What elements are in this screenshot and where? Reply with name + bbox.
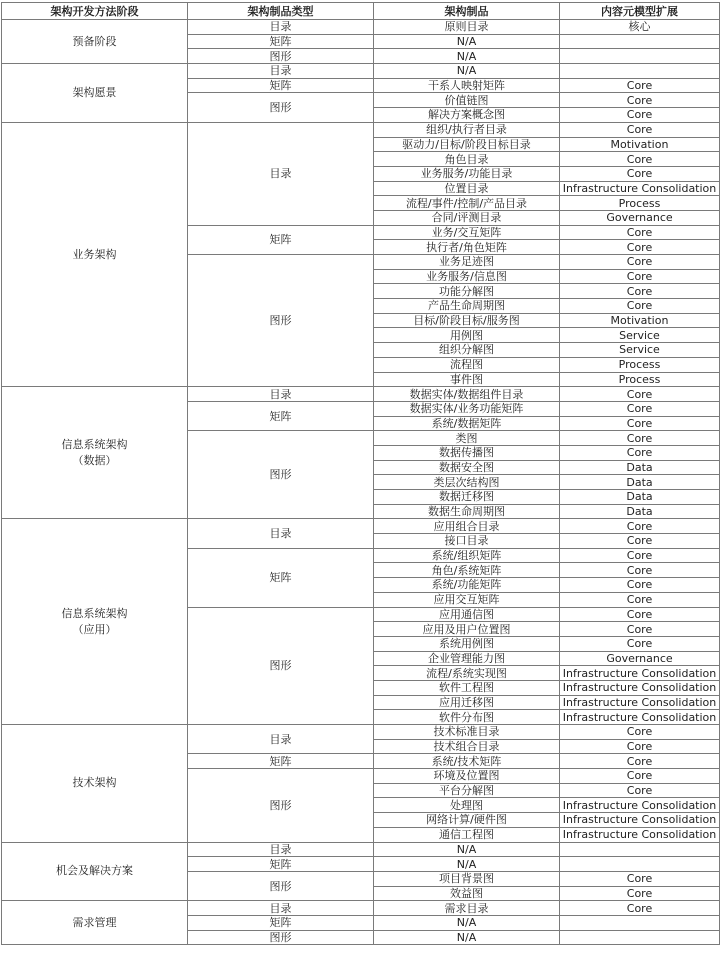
- metamodel-extension-cell: Infrastructure Consolidation: [560, 710, 720, 725]
- metamodel-extension-cell: Motivation: [560, 137, 720, 152]
- header-artifact-type: 架构制品类型: [188, 3, 374, 20]
- artifact-cell: 合同/评测目录: [374, 210, 560, 225]
- artifact-cell: 应用迁移图: [374, 695, 560, 710]
- phase-name: 机会及解决方案: [56, 864, 133, 878]
- metamodel-extension-cell: Core: [560, 108, 720, 123]
- metamodel-extension-cell: Core: [560, 886, 720, 901]
- artifact-type-cell: 图形: [188, 255, 374, 387]
- table-row: [2, 122, 720, 137]
- metamodel-extension-cell: Core: [560, 769, 720, 784]
- artifact-type-cell: 目录: [188, 387, 374, 402]
- metamodel-extension-cell: Process: [560, 196, 720, 211]
- artifact-cell: 产品生命周期图: [374, 299, 560, 314]
- artifact-type-cell: 矩阵: [188, 754, 374, 769]
- artifact-cell: 应用交互矩阵: [374, 592, 560, 607]
- metamodel-extension-cell: Core: [560, 225, 720, 240]
- table-row: [2, 842, 720, 857]
- phase-name: （数据）: [72, 453, 117, 467]
- artifact-cell: 网络计算/硬件图: [374, 813, 560, 828]
- artifact-cell: 用例图: [374, 328, 560, 343]
- artifact-cell: N/A: [374, 64, 560, 79]
- artifact-cell: 类层次结构图: [374, 475, 560, 490]
- artifact-cell: 通信工程图: [374, 827, 560, 842]
- metamodel-extension-cell: [560, 842, 720, 857]
- artifact-type-cell: 目录: [188, 20, 374, 35]
- artifact-cell: 技术组合目录: [374, 739, 560, 754]
- header-metamodel-extension: 内容元模型扩展: [560, 3, 720, 20]
- metamodel-extension-cell: Core: [560, 622, 720, 637]
- artifact-cell: N/A: [374, 915, 560, 930]
- artifact-cell: 数据实体/业务功能矩阵: [374, 401, 560, 416]
- metamodel-extension-cell: Data: [560, 460, 720, 475]
- artifact-type-cell: 图形: [188, 607, 374, 725]
- artifact-type-cell: 图形: [188, 93, 374, 122]
- artifact-cell: N/A: [374, 34, 560, 49]
- artifact-cell: 数据实体/数据组件目录: [374, 387, 560, 402]
- artifact-cell: 应用通信图: [374, 607, 560, 622]
- artifact-cell: 解决方案概念图: [374, 108, 560, 123]
- table-row: [2, 64, 720, 79]
- metamodel-extension-cell: Service: [560, 328, 720, 343]
- metamodel-extension-cell: Data: [560, 504, 720, 519]
- artifact-cell: 企业管理能力图: [374, 651, 560, 666]
- metamodel-extension-cell: Process: [560, 357, 720, 372]
- table-row: [2, 387, 720, 402]
- artifact-type-cell: 矩阵: [188, 915, 374, 930]
- artifact-cell: 干系人映射矩阵: [374, 78, 560, 93]
- metamodel-extension-cell: Core: [560, 416, 720, 431]
- metamodel-extension-cell: Data: [560, 475, 720, 490]
- artifact-type-cell: 图形: [188, 871, 374, 900]
- phase-cell: [2, 519, 188, 725]
- artifact-type-cell: 目录: [188, 842, 374, 857]
- metamodel-extension-cell: Core: [560, 166, 720, 181]
- artifact-cell: 组织分解图: [374, 343, 560, 358]
- metamodel-extension-cell: [560, 34, 720, 49]
- phase-cell: [2, 64, 188, 123]
- metamodel-extension-cell: Data: [560, 490, 720, 505]
- metamodel-extension-cell: Core: [560, 636, 720, 651]
- artifact-cell: 软件工程图: [374, 680, 560, 695]
- table-row: [2, 20, 720, 35]
- phase-name: 预备阶段: [72, 34, 117, 48]
- artifact-type-cell: 矩阵: [188, 34, 374, 49]
- metamodel-extension-cell: Core: [560, 519, 720, 534]
- artifact-cell: 环境及位置图: [374, 769, 560, 784]
- artifact-type-cell: 目录: [188, 64, 374, 79]
- metamodel-extension-cell: Core: [560, 299, 720, 314]
- artifact-type-cell: 图形: [188, 49, 374, 64]
- artifact-type-cell: 目录: [188, 725, 374, 754]
- phase-name: 需求管理: [72, 915, 117, 929]
- artifact-type-cell: 图形: [188, 930, 374, 945]
- metamodel-extension-cell: Core: [560, 401, 720, 416]
- metamodel-extension-cell: Core: [560, 871, 720, 886]
- metamodel-extension-cell: Governance: [560, 210, 720, 225]
- artifact-cell: N/A: [374, 49, 560, 64]
- metamodel-extension-cell: Core: [560, 152, 720, 167]
- artifact-cell: 数据安全图: [374, 460, 560, 475]
- metamodel-extension-cell: Core: [560, 445, 720, 460]
- artifact-table: [1, 2, 720, 945]
- artifact-type-cell: 矩阵: [188, 225, 374, 254]
- artifact-type-cell: 矩阵: [188, 78, 374, 93]
- artifact-cell: N/A: [374, 842, 560, 857]
- metamodel-extension-cell: Core: [560, 739, 720, 754]
- metamodel-extension-cell: Core: [560, 240, 720, 255]
- phase-cell: [2, 122, 188, 386]
- metamodel-extension-cell: Core: [560, 563, 720, 578]
- artifact-type-cell: 目录: [188, 519, 374, 548]
- metamodel-extension-cell: [560, 64, 720, 79]
- artifact-cell: 业务服务/信息图: [374, 269, 560, 284]
- table-row: [2, 725, 720, 740]
- header-artifact: 架构制品: [374, 3, 560, 20]
- phase-name: 业务架构: [72, 247, 117, 261]
- phase-cell: [2, 20, 188, 64]
- artifact-type-cell: 矩阵: [188, 548, 374, 607]
- header-row: [2, 3, 720, 20]
- artifact-cell: 流程/事件/控制/产品目录: [374, 196, 560, 211]
- metamodel-extension-cell: Core: [560, 387, 720, 402]
- phase-cell: [2, 901, 188, 945]
- artifact-cell: 系统/组织矩阵: [374, 548, 560, 563]
- artifact-cell: 软件分布图: [374, 710, 560, 725]
- artifact-cell: 效益图: [374, 886, 560, 901]
- metamodel-extension-cell: Core: [560, 754, 720, 769]
- metamodel-extension-cell: Core: [560, 122, 720, 137]
- artifact-cell: 组织/执行者目录: [374, 122, 560, 137]
- artifact-cell: 平台分解图: [374, 783, 560, 798]
- phase-cell: [2, 387, 188, 519]
- artifact-cell: 业务服务/功能目录: [374, 166, 560, 181]
- artifact-cell: 应用及用户位置图: [374, 622, 560, 637]
- artifact-type-cell: 矩阵: [188, 857, 374, 872]
- artifact-cell: 业务足迹图: [374, 255, 560, 270]
- artifact-cell: 数据迁移图: [374, 490, 560, 505]
- artifact-cell: 处理图: [374, 798, 560, 813]
- table-row: [2, 519, 720, 534]
- metamodel-extension-cell: Infrastructure Consolidation: [560, 181, 720, 196]
- phase-name: 技术架构: [72, 776, 117, 790]
- metamodel-extension-cell: Core: [560, 783, 720, 798]
- artifact-cell: 业务/交互矩阵: [374, 225, 560, 240]
- metamodel-extension-cell: Infrastructure Consolidation: [560, 813, 720, 828]
- artifact-cell: 需求目录: [374, 901, 560, 916]
- artifact-cell: 数据生命周期图: [374, 504, 560, 519]
- artifact-cell: 事件图: [374, 372, 560, 387]
- artifact-cell: 功能分解图: [374, 284, 560, 299]
- artifact-cell: 角色目录: [374, 152, 560, 167]
- table-body: [2, 20, 720, 945]
- metamodel-extension-cell: Core: [560, 284, 720, 299]
- artifact-cell: 类图: [374, 431, 560, 446]
- artifact-cell: 技术标准目录: [374, 725, 560, 740]
- artifact-cell: 系统用例图: [374, 636, 560, 651]
- metamodel-extension-cell: Core: [560, 592, 720, 607]
- metamodel-extension-cell: Process: [560, 372, 720, 387]
- artifact-cell: N/A: [374, 857, 560, 872]
- metamodel-extension-cell: [560, 49, 720, 64]
- phase-cell: [2, 725, 188, 843]
- metamodel-extension-cell: Infrastructure Consolidation: [560, 666, 720, 681]
- metamodel-extension-cell: Infrastructure Consolidation: [560, 827, 720, 842]
- phase-name: 架构愿景: [72, 85, 117, 99]
- metamodel-extension-cell: Core: [560, 93, 720, 108]
- metamodel-extension-cell: [560, 915, 720, 930]
- artifact-cell: N/A: [374, 930, 560, 945]
- artifact-cell: 目标/阶段目标/服务图: [374, 313, 560, 328]
- metamodel-extension-cell: [560, 857, 720, 872]
- artifact-type-cell: 目录: [188, 901, 374, 916]
- phase-name: 信息系统架构: [61, 437, 128, 451]
- artifact-cell: 驱动力/目标/阶段目标目录: [374, 137, 560, 152]
- artifact-cell: 原则目录: [374, 20, 560, 35]
- metamodel-extension-cell: Core: [560, 255, 720, 270]
- artifact-cell: 价值链图: [374, 93, 560, 108]
- phase-name: 信息系统架构: [61, 606, 128, 620]
- artifact-cell: 执行者/角色矩阵: [374, 240, 560, 255]
- artifact-cell: 流程/系统实现图: [374, 666, 560, 681]
- artifact-cell: 流程图: [374, 357, 560, 372]
- artifact-cell: 数据传播图: [374, 445, 560, 460]
- metamodel-extension-cell: Core: [560, 431, 720, 446]
- metamodel-extension-cell: Core: [560, 607, 720, 622]
- artifact-cell: 系统/数据矩阵: [374, 416, 560, 431]
- metamodel-extension-cell: Core: [560, 78, 720, 93]
- metamodel-extension-cell: [560, 930, 720, 945]
- table-row: [2, 901, 720, 916]
- artifact-cell: 系统/技术矩阵: [374, 754, 560, 769]
- artifact-cell: 位置目录: [374, 181, 560, 196]
- metamodel-extension-cell: Governance: [560, 651, 720, 666]
- phase-cell: [2, 842, 188, 901]
- artifact-cell: 角色/系统矩阵: [374, 563, 560, 578]
- metamodel-extension-cell: Core: [560, 901, 720, 916]
- metamodel-extension-cell: Service: [560, 343, 720, 358]
- artifact-type-cell: 图形: [188, 431, 374, 519]
- metamodel-extension-cell: Infrastructure Consolidation: [560, 798, 720, 813]
- metamodel-extension-cell: Infrastructure Consolidation: [560, 695, 720, 710]
- artifact-cell: 项目背景图: [374, 871, 560, 886]
- metamodel-extension-cell: Core: [560, 725, 720, 740]
- metamodel-extension-cell: Infrastructure Consolidation: [560, 680, 720, 695]
- artifact-cell: 应用组合目录: [374, 519, 560, 534]
- artifact-type-cell: 图形: [188, 769, 374, 842]
- metamodel-extension-cell: Core: [560, 548, 720, 563]
- metamodel-extension-cell: Core: [560, 578, 720, 593]
- header-phase: 架构开发方法阶段: [2, 3, 188, 20]
- artifact-type-cell: 矩阵: [188, 401, 374, 430]
- artifact-cell: 系统/功能矩阵: [374, 578, 560, 593]
- artifact-type-cell: 目录: [188, 122, 374, 225]
- metamodel-extension-cell: 核心: [560, 20, 720, 35]
- metamodel-extension-cell: Motivation: [560, 313, 720, 328]
- phase-name: （应用）: [72, 622, 117, 636]
- metamodel-extension-cell: Core: [560, 534, 720, 549]
- metamodel-extension-cell: Core: [560, 269, 720, 284]
- artifact-cell: 接口目录: [374, 534, 560, 549]
